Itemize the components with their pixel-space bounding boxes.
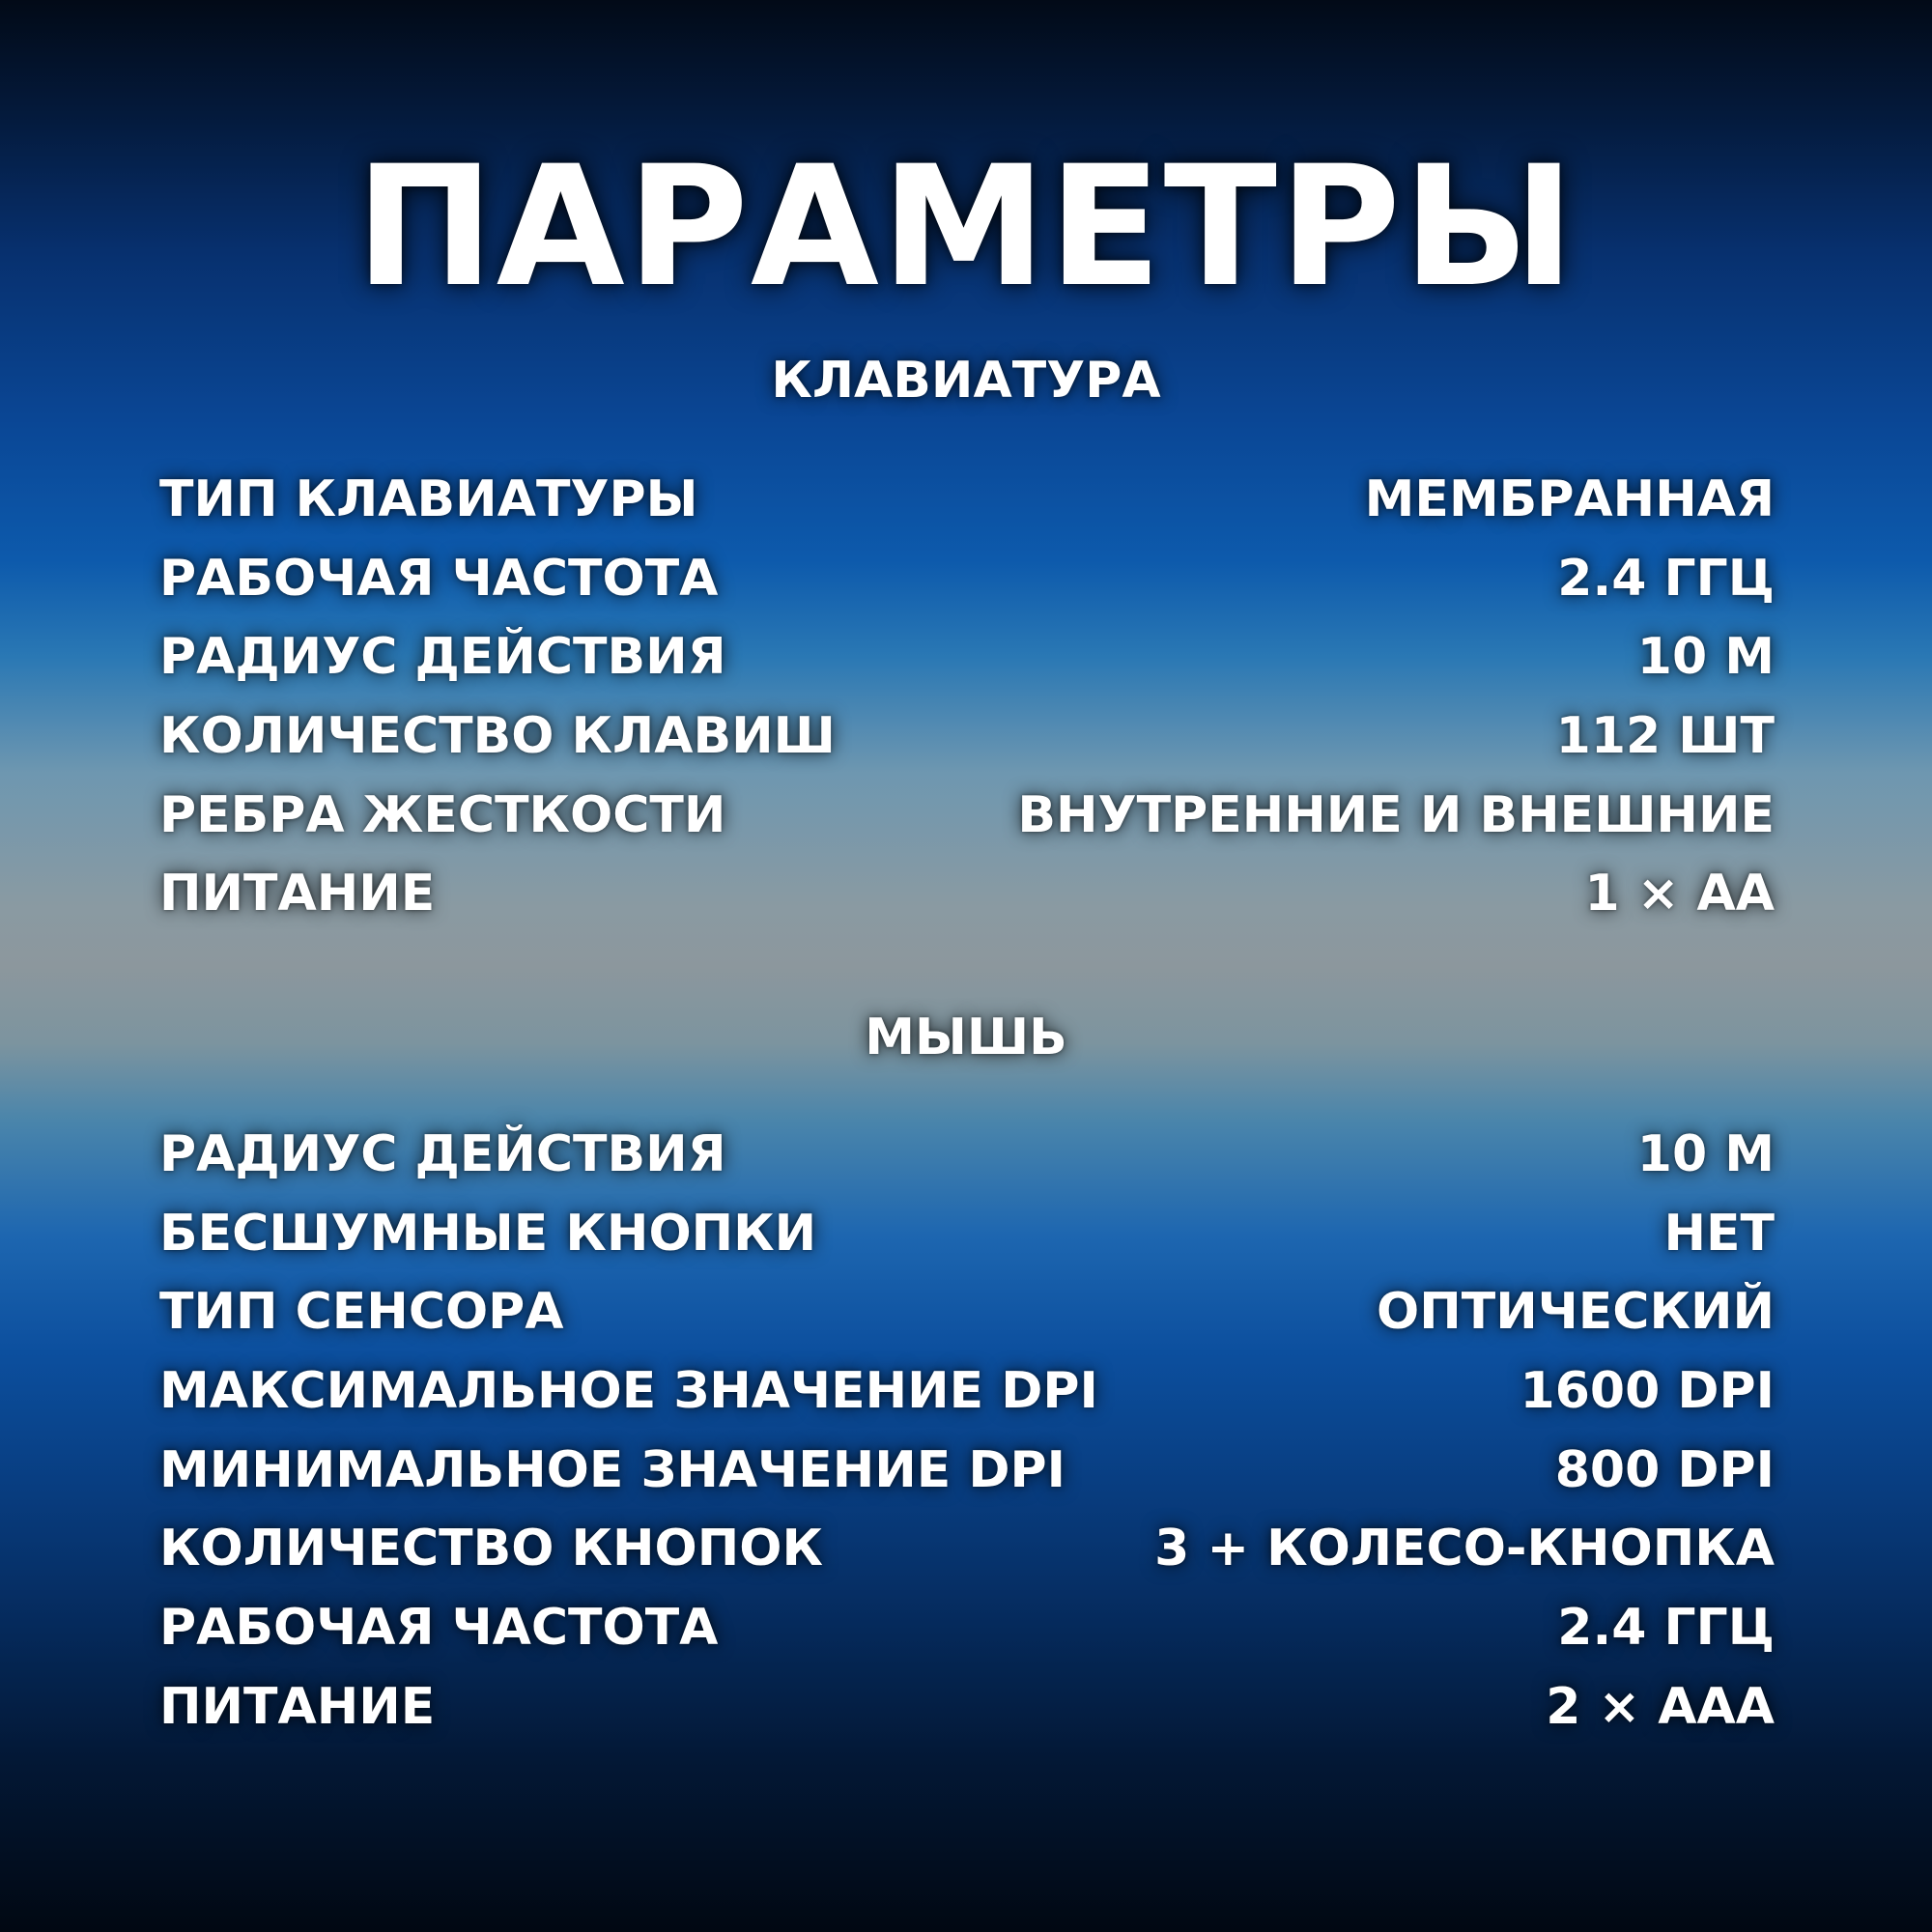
mouse-spec-list	[159, 1115, 1775, 1747]
spec-row	[159, 1431, 1775, 1510]
spec-value: 2.4 ГГЦ	[1557, 549, 1775, 608]
spec-row	[159, 776, 1775, 855]
spec-row	[159, 1351, 1775, 1431]
spec-label: РЕБРА ЖЕСТКОСТИ	[159, 785, 726, 844]
spec-row	[159, 1588, 1775, 1667]
spec-label: РАДИУС ДЕЙСТВИЯ	[159, 1124, 726, 1183]
spec-label: ПИТАНИЕ	[159, 865, 436, 923]
spec-value: 10 М	[1636, 1124, 1775, 1183]
page-title: ПАРАМЕТРЫ	[355, 129, 1577, 324]
spec-row	[159, 539, 1775, 618]
spec-row	[159, 854, 1775, 933]
spec-label: МИНИМАЛЬНОЕ ЗНАЧЕНИЕ DPI	[159, 1440, 1066, 1499]
spec-value: МЕМБРАННАЯ	[1364, 469, 1775, 528]
spec-value: 800 DPI	[1554, 1440, 1775, 1499]
spec-label: БЕСШУМНЫЕ КНОПКИ	[159, 1204, 817, 1263]
keyboard-spec-list	[159, 460, 1775, 933]
spec-label: КОЛИЧЕСТВО КЛАВИШ	[159, 706, 836, 765]
spec-row	[159, 617, 1775, 696]
spec-value: 2.4 ГГЦ	[1557, 1598, 1775, 1657]
spec-label: МАКСИМАЛЬНОЕ ЗНАЧЕНИЕ DPI	[159, 1361, 1098, 1420]
spec-label: РАБОЧАЯ ЧАСТОТА	[159, 1598, 719, 1657]
spec-row	[159, 1194, 1775, 1273]
spec-row	[159, 1667, 1775, 1747]
spec-value: НЕТ	[1663, 1204, 1775, 1263]
spec-value: 3 + КОЛЕСО-КНОПКА	[1154, 1520, 1775, 1578]
spec-row	[159, 1115, 1775, 1194]
spec-label: ПИТАНИЕ	[159, 1677, 436, 1736]
spec-row	[159, 1272, 1775, 1351]
spec-value: ОПТИЧЕСКИЙ	[1377, 1283, 1775, 1342]
spec-value: 2 × ААА	[1546, 1677, 1775, 1736]
spec-value: 1600 DPI	[1520, 1361, 1775, 1420]
section-heading-keyboard: КЛАВИАТУРА	[771, 352, 1161, 410]
section-heading-mouse: МЫШЬ	[865, 1009, 1067, 1066]
spec-row	[159, 460, 1775, 539]
spec-value: ВНУТРЕННИЕ И ВНЕШНИЕ	[1017, 785, 1775, 844]
spec-value: 1 × АА	[1584, 865, 1775, 923]
spec-value: 112 ШТ	[1555, 706, 1775, 765]
spec-label: ТИП КЛАВИАТУРЫ	[159, 469, 698, 528]
spec-label: ТИП СЕНСОРА	[159, 1283, 564, 1342]
spec-row	[159, 696, 1775, 776]
spec-label: РАБОЧАЯ ЧАСТОТА	[159, 549, 719, 608]
spec-value: 10 М	[1636, 628, 1775, 687]
spec-label: КОЛИЧЕСТВО КНОПОК	[159, 1520, 823, 1578]
spec-row	[159, 1509, 1775, 1588]
spec-label: РАДИУС ДЕЙСТВИЯ	[159, 628, 726, 687]
